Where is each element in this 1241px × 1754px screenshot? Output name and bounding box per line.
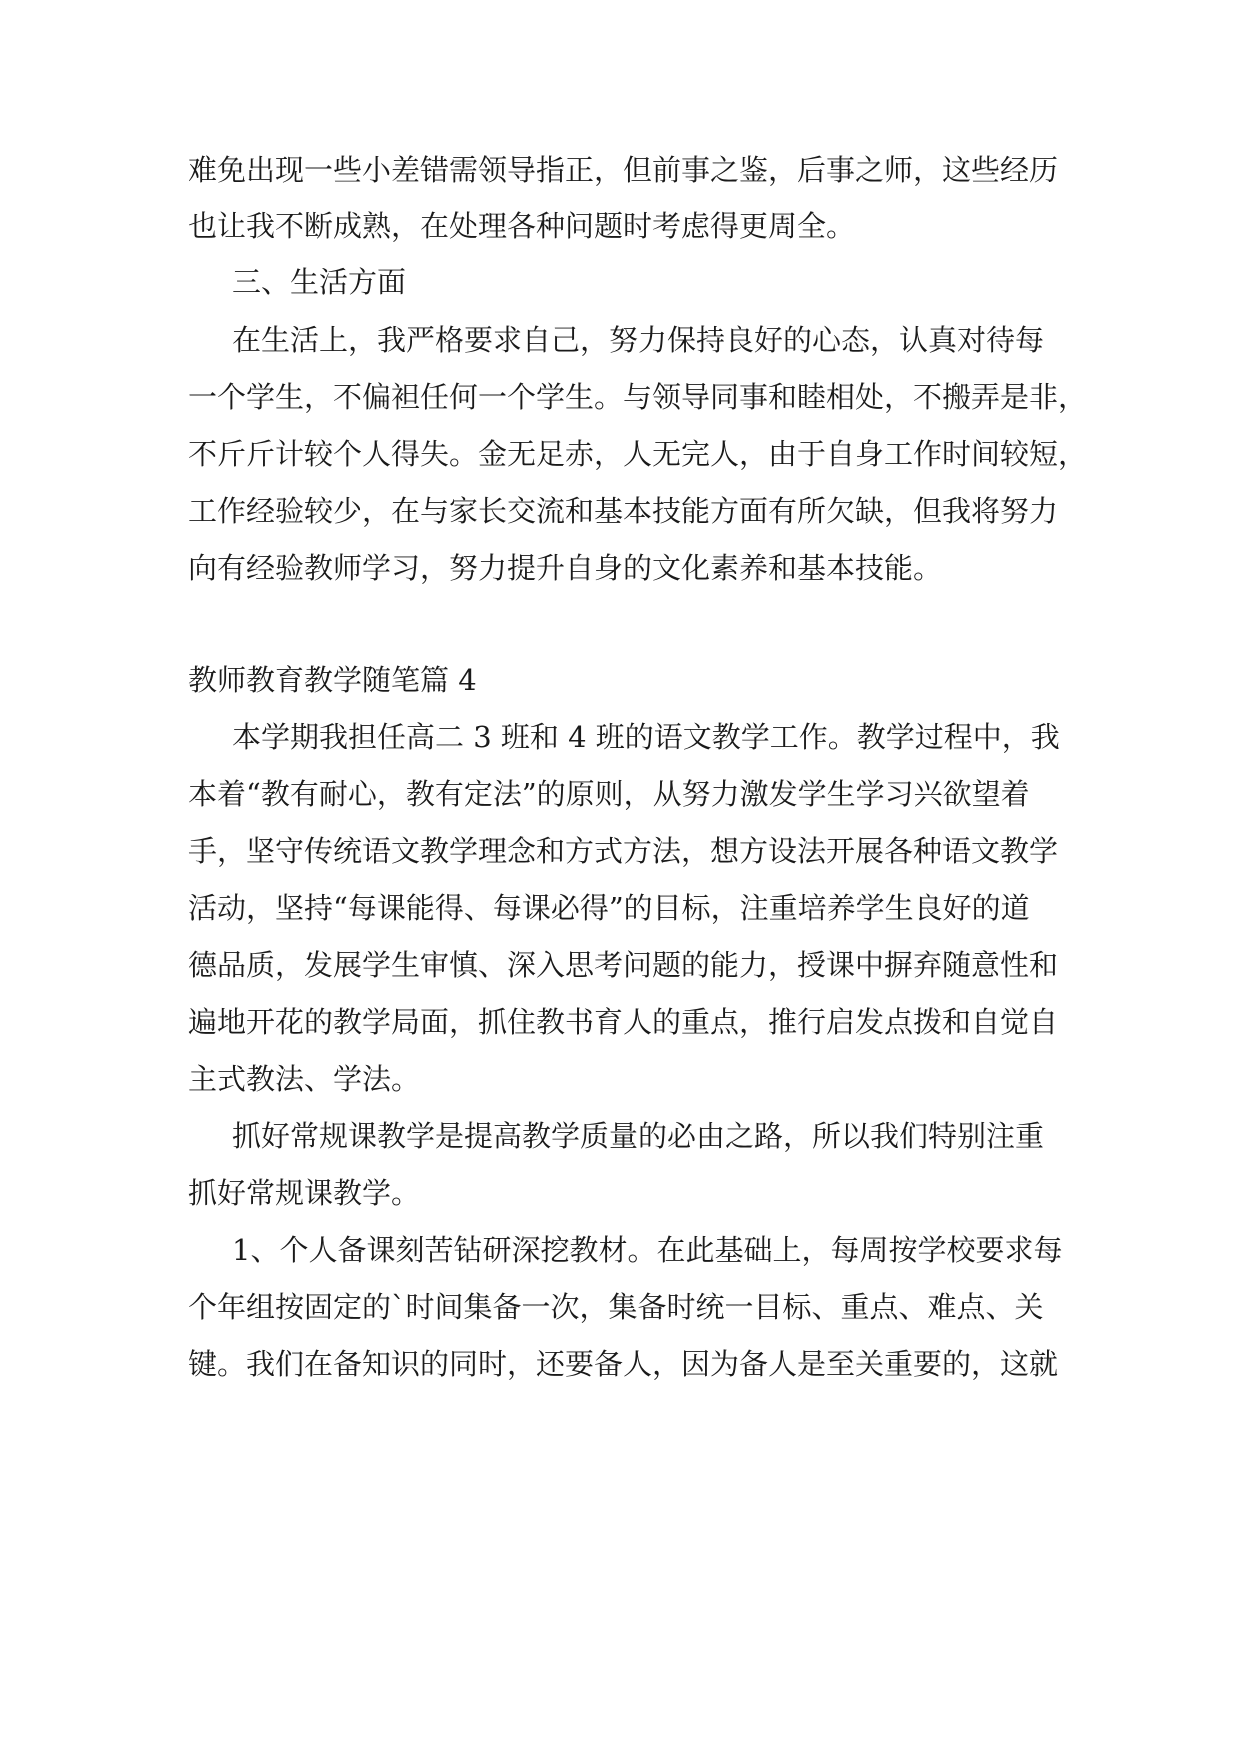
- paragraph-line: 本学期我担任高二 3 班和 4 班的语文教学工作。教学过程中，我: [232, 720, 1060, 754]
- paragraph-line: 抓好常规课教学。: [188, 1176, 421, 1210]
- paragraph-line: 活动，坚持“每课能得、每课必得”的目标，注重培养学生良好的道: [188, 891, 1030, 925]
- paragraph-line: 向有经验教师学习，努力提升自身的文化素养和基本技能。: [188, 551, 943, 585]
- paragraph-line: 抓好常规课教学是提高教学质量的必由之路，所以我们特别注重: [232, 1119, 1045, 1153]
- paragraph-line: 一个学生，不偏袒任何一个学生。与领导同事和睦相处，不搬弄是非，: [188, 380, 1088, 414]
- paragraph-line: 本着“教有耐心，教有定法”的原则，从努力激发学生学习兴欲望着: [188, 777, 1030, 811]
- paragraph-line: 也让我不断成熟，在处理各种问题时考虑得更周全。: [188, 209, 856, 243]
- paragraph-line: 个年组按固定的`时间集备一次，集备时统一目标、重点、难点、关: [188, 1290, 1044, 1324]
- paragraph-line: 1、个人备课刻苦钻研深挖教材。在此基础上，每周按学校要求每: [232, 1233, 1063, 1267]
- paragraph-line: 遍地开花的教学局面，抓住教书育人的重点，推行启发点拨和自觉自: [188, 1005, 1059, 1039]
- paragraph-line: 手，坚守传统语文教学理念和方式方法，想方设法开展各种语文教学: [188, 834, 1059, 868]
- paragraph-line: 在生活上，我严格要求自己，努力保持良好的心态，认真对待每: [232, 323, 1045, 357]
- paragraph-line: 德品质，发展学生审慎、深入思考问题的能力，授课中摒弃随意性和: [188, 948, 1059, 982]
- section-heading: 三、生活方面: [232, 265, 407, 299]
- paragraph-line: 工作经验较少，在与家长交流和基本技能方面有所欠缺，但我将努力: [188, 494, 1059, 528]
- paragraph-line: 不斤斤计较个人得失。金无足赤，人无完人，由于自身工作时间较短，: [188, 437, 1088, 471]
- paragraph-line: 主式教法、学法。: [188, 1062, 421, 1096]
- paragraph-line: 键。我们在备知识的同时，还要备人，因为备人是至关重要的，这就: [188, 1347, 1059, 1381]
- article-title: 教师教育教学随笔篇 4: [188, 663, 477, 697]
- paragraph-line: 难免出现一些小差错需领导指正，但前事之鉴，后事之师，这些经历: [188, 153, 1059, 187]
